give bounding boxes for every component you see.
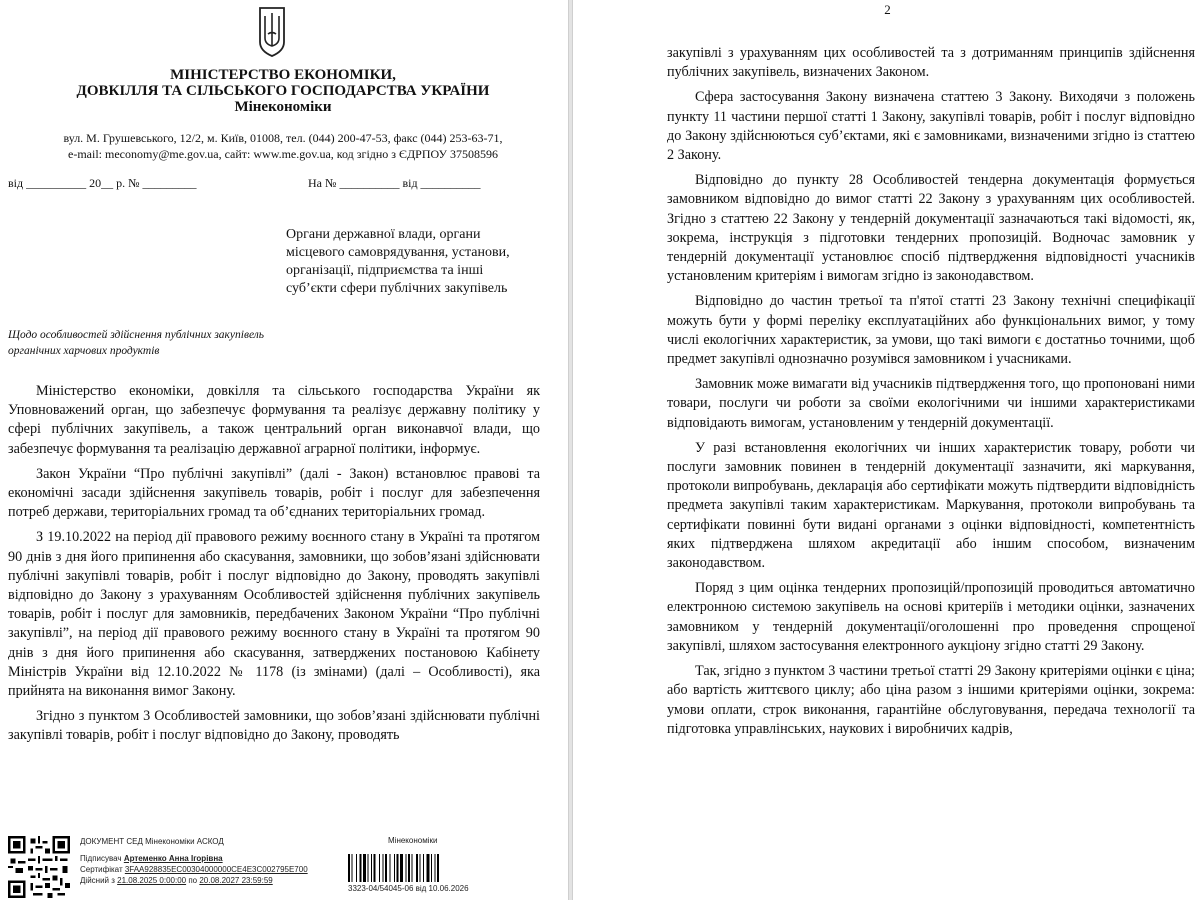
certificate-row: Сертифікат 3FAA928835EC00304000000CE4E3C002795E700 <box>80 865 308 874</box>
body-paragraph: Відповідно до частин третьої та п'ятої статті 23 Закону технічні специфікації можуть бути у формі переліку експлуатаційних або функціональних вимог, у тому числі екологічних характеристик, за умови, що такі вимоги є достатньо точними, щоб предмет закупівлі однозначно розумівся замовником і учасниками. <box>667 293 1195 368</box>
barcode-icon <box>348 854 488 882</box>
addressee-block <box>286 226 548 298</box>
body-paragraph: Згідно з пунктом 3 Особливостей замовники, що зобов’язані здійснювати публічні закупівлі товарів, робіт і послуг відповідно до Закону, проводять <box>8 708 540 744</box>
addressee-line: місцевого самоврядування, установи, <box>286 245 510 260</box>
body-paragraph: Закон України “Про публічні закупівлі” (далі - Закон) встановлює правові та економічні засади здійснення закупівель товарів, робіт і послуг для забезпечення потреб держави, територіальних громад та об’єднаних територіальних громад. <box>8 465 540 521</box>
certificate-number: 3FAA928835EC00304000000CE4E3C002795E700 <box>124 865 308 874</box>
addressee-line: Органи державної влади, органи <box>286 227 481 242</box>
org-label: Мінекономіки <box>388 836 438 845</box>
signer-row: Підписувач Артеменко Анна Ігорівна <box>80 854 223 863</box>
outgoing-ref-line: від __________ 20__ р. № _________ <box>8 176 197 190</box>
incoming-ref-line: На № __________ від __________ <box>308 176 481 190</box>
page1-body <box>8 382 540 752</box>
edms-doc-label: ДОКУМЕНТ СЕД Мінекономіки АСКОД <box>80 837 224 846</box>
body-paragraph: Міністерство економіки, довкілля та сільського господарства України як Уповноважений орган, що забезпечує формування та реалізує державну політику у сфері публічних закупівель, а також центральний орган виконавчої влади, що забезпечує формування та реалізацію державної аграрної політики, інформує. <box>8 383 540 457</box>
body-paragraph: З 19.10.2022 на період дії правового режиму воєнного стану в Україні та протягом 90 днів з дня його припинення або скасування, замовники, що зобов’язані здійснювати публічні закупівлі товарів, робіт і послуг відповідно до Закону, проводять закупівлі відповідно до Закону з урахуванням Особливостей здійснення публічних закупівель товарів, робіт і послуг для замовників, передбачених Законом України “Про публічні закупівлі”, на період дії правового режиму воєнного стану в Україні та протягом 90 днів з дня його припинення або скасування, затверджених постановою Кабінету Міністрів України від 12.10.2022 № 1178 (із змінами) (далі – Особливості), яка прийнята на виконання вимог Закону. <box>8 529 540 700</box>
addressee-line: суб’єкти сфери публічних закупівель <box>286 281 508 296</box>
trident-crest-icon <box>257 4 287 58</box>
body-paragraph: У разі встановлення екологічних чи інших характеристик товару, роботи чи послуги замовник повинен в тендерній документації зазначити, які маркування, протоколи випробувань, декларація або сертифікати можуть підтвердити відповідність предмета закупівлі таким характеристикам. Маркування, протоколи випробувань та сертифікати повинні бути видані органами з оцінки відповідності, компетентність яких підтверджена шляхом акредитації або іншим способом, визначеним законодавством. <box>667 439 1195 572</box>
body-paragraph: Так, згідно з пунктом 3 частини третьої статті 29 Закону критеріями оцінки є ціна; або вартість життєвого циклу; або ціна разом з іншими критеріями оцінки, зокрема: умови оплати, строк виконання, гарантійне обслуговування, передача технології та підготовка управлінських, наукових і виробничих кадрів, <box>667 663 1195 737</box>
body-paragraph: Поряд з цим оцінка тендерних пропозицій/пропозицій проводиться автоматично електронною системою закупівель на основі критеріїв і методики оцінки, зазначених замовником у тендерній документації/оголошенні про проведення спрощеної закупівлі, шляхом застосування електронного аукціону згідно статті 29 Закону. <box>667 580 1195 654</box>
letter-page-1 <box>0 0 566 900</box>
addressee-line: організації, підприємства та інші <box>286 263 484 278</box>
letter-page-2 <box>575 0 1200 900</box>
ministry-contacts-line1: вул. М. Грушевського, 12/2, м. Київ, 01008, тел. (044) 200-47-53, факс (044) 253-63-71, <box>63 131 503 145</box>
subject-block <box>8 327 328 359</box>
registration-number: 3323-04/54045-06 від 10.06.2026 <box>348 884 469 893</box>
qr-code-icon <box>8 836 70 898</box>
ministry-name-line2: ДОВКІЛЛЯ ТА СІЛЬСЬКОГО ГОСПОДАРСТВА УКРАЇНИ <box>76 83 490 99</box>
body-paragraph: Відповідно до пункту 28 Особливостей тендерна документація формується замовником відповідно до вимог статті 22 Закону з урахуванням цих особливостей. Згідно з статтею 22 Закону у тендерній документації зазначаються такі відомості, як, зокрема, інструкція з підготовки тендерних пропозицій. Водночас замовник у тендерній документації установлює спосіб підтвердження відповідності учасників установленим критеріям і вимогам згідно із законодавством. <box>667 172 1195 285</box>
subject-line: органічних харчових продуктів <box>8 345 160 357</box>
page-divider <box>568 0 573 900</box>
ministry-contacts-line2: e-mail: meconomy@me.gov.ua, сайт: www.me.gov.ua, код згідно з ЄДРПОУ 37508596 <box>68 147 498 161</box>
edms-signature-footer <box>8 836 560 900</box>
subject-line: Щодо особливостей здійснення публічних закупівель <box>8 329 265 341</box>
body-paragraph: Замовник може вимагати від учасників підтвердження того, що пропоновані ними товари, послуги чи роботи за своїми екологічними чи іншими характеристиками відповідають вимогам, установленим у тендерній документації. <box>667 376 1195 431</box>
ministry-name-line1: МІНІСТЕРСТВО ЕКОНОМІКИ, <box>170 67 396 83</box>
signature-details <box>80 836 360 886</box>
ministry-short-name: Мінекономіки <box>234 99 332 115</box>
body-paragraph-continuation: закупівлі з урахуванням цих особливостей та з дотриманням принципів здійснення публічних закупівель, визначених Законом. <box>667 45 1195 81</box>
page-number: 2 <box>884 2 891 17</box>
validity-row: Дійсний з 21.08.2025 0:00:00 по 20.08.2027 23:59:59 <box>80 876 273 885</box>
body-paragraph: Сфера застосування Закону визначена статтею 3 Закону. Виходячи з положень пункту 11 частини першої статті 1 Закону, закупівлі товарів, робіт і послуг відповідно до Закону здійснюються суб’єктами, які є замовниками, визначеними згідно із статтею 2 Закону. <box>667 89 1195 164</box>
signer-name: Артеменко Анна Ігорівна <box>123 854 223 863</box>
page2-body <box>667 44 1195 745</box>
